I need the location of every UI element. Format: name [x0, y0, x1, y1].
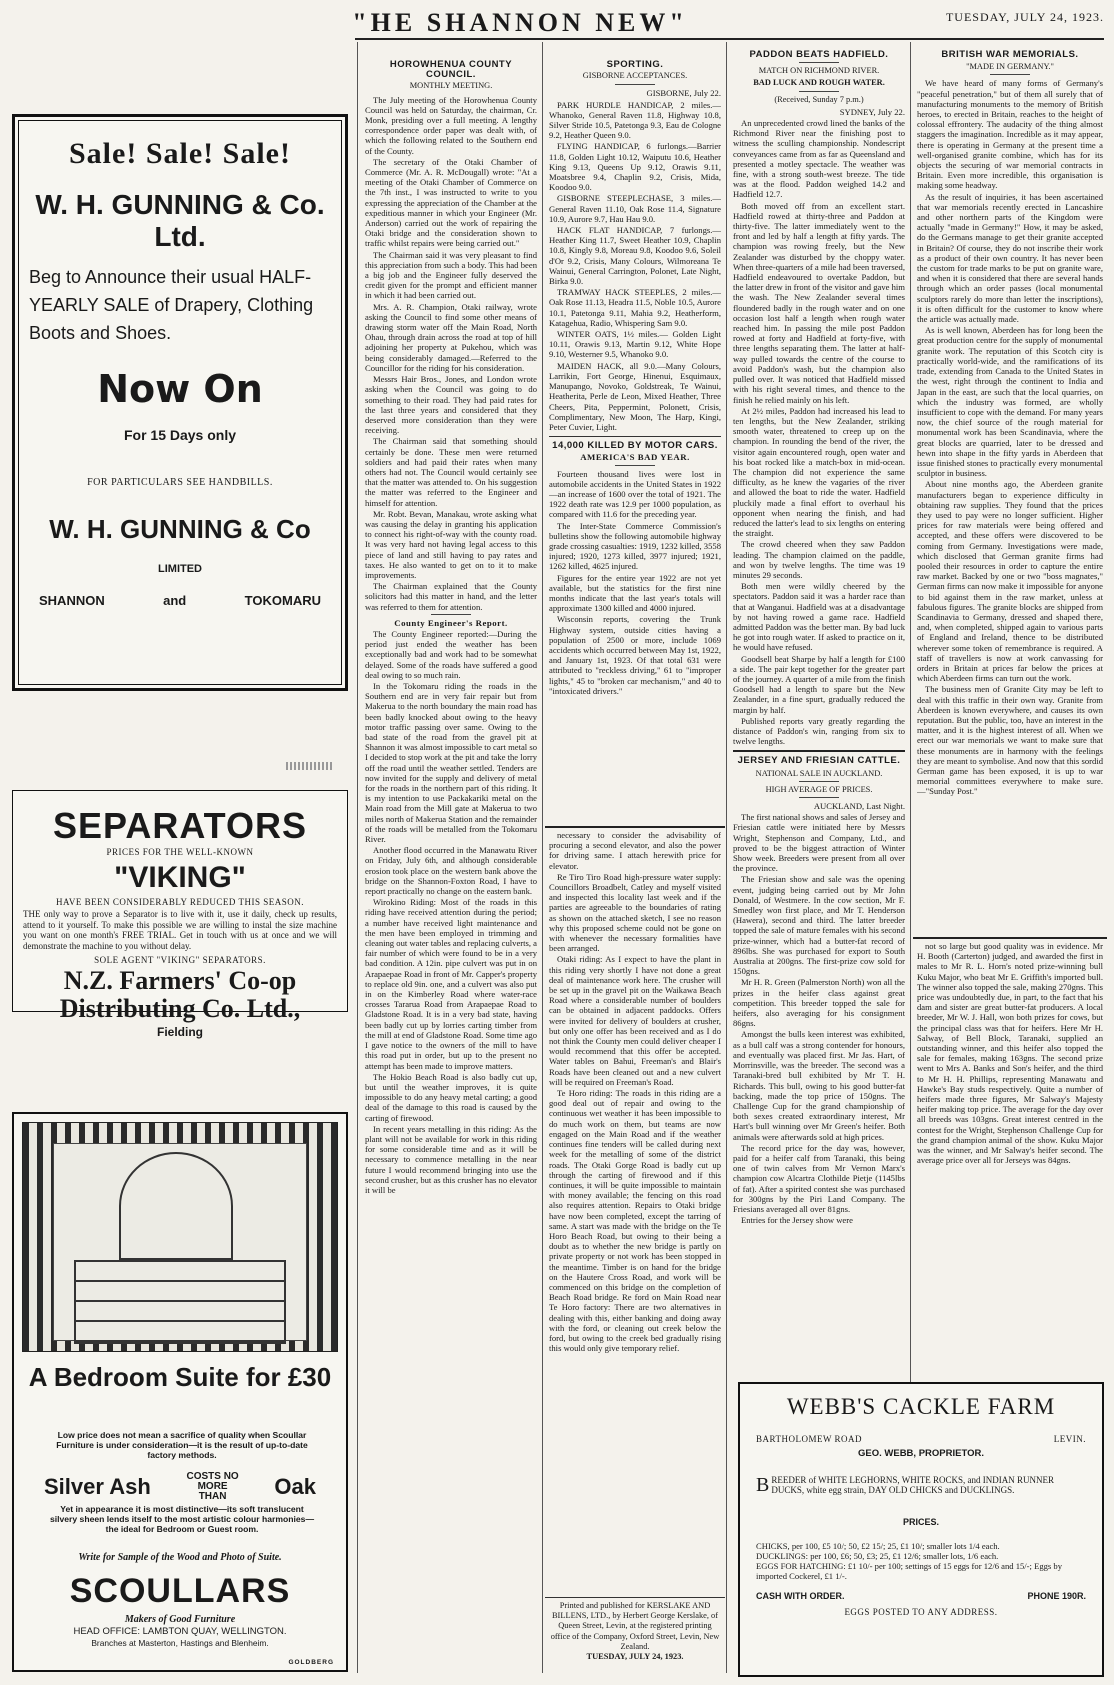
paddon-dateline: SYDNEY, July 22.	[839, 106, 905, 117]
separators-location: Fielding	[157, 1025, 203, 1039]
artist-signature: GOLDBERG	[288, 1659, 334, 1666]
paragraph: Te Horo riding: The roads in this riding are a good deal out of repair and owing to the continuous wet weather it has been impossible to do much work on them, but teams are now engaged on the Main Road and if the weather continues fine tenders will be called during next week for the metalling of some of the district roads. The Otaki Gorge Road is badly cut up through the carting of firewood and if this continues, it will be quite impossible to maintain with money available; the fencing on this road also requires attention. Repairs to Otaki bridge have now been completed, except the tarring of same. A start was made with the bridge on the Te Horo Beach Road, but owing to their being a doubt as to whether the new bridge is partly on private property or not work has been stopped in the meantime. Timber is on hand for the bridge on the Hautere Cross Road, and work will be commenced on this bridge on the completion of Beach Road bridge. Re ford on Main Road near Te Horo factory: There are two alternatives in dealing with this, either banking and doing away with the ford, or cleaning out creek below the ford, but owing to the creek bed gradually rising this would only give temporary relief.	[549, 1088, 721, 1354]
town-shannon: SHANNON	[39, 593, 105, 608]
paddon-article	[733, 48, 905, 1373]
section-dash	[615, 84, 655, 85]
paragraph: The Inter-State Commerce Commission's bulletins show the following automobile highway grade crossing casualties: 1919, 1232 killed, 3558 injured; 1920, 1273 killed, 3977 injured; 1921, 1262 killed, 4625 injured.	[549, 520, 721, 572]
drop-cap: B	[756, 1474, 770, 1496]
race: TRAMWAY HACK STEEPLES, 2 miles.—Oak Rose 11.13, Headra 11.5, Noble 10.5, Aurore 10.1, Patetonga 9.11, Mahia 9.2, Heatherform, Katagehua, Radio, Whispering Sam 9.0.	[549, 287, 721, 328]
paddon-sub2: BAD LUCK AND ROUGH WATER.	[753, 78, 885, 88]
paragraph: The secretary of the Otaki Chamber of Commerce (Mr. A. R. McDougall) wrote: "At a meeting of the Otaki Chamber of Commerce on the 7th inst., I was instructed to write to you expressing the appreciation of the Chamber at the expeditious manner in which your Engineer (Mr. Anderson) carried out the work of repairing the Otaki bridge and the consideration shown to traffic whilst repairs were being carried out."	[365, 156, 537, 249]
webb-phone: PHONE 190R.	[1027, 1591, 1086, 1601]
costs-no-more: COSTS NO MORE THAN	[186, 1471, 239, 1502]
horowhenua-article	[365, 58, 537, 1673]
sporting-subheading: GISBORNE ACCEPTANCES.	[582, 71, 688, 81]
paragraph: Mr. Robt. Bevan, Manakau, wrote asking what was causing the delay in granting his application to connect his right-of-way with the county road. It was very hard not having legal access to this piece of land and still having to pay rates and taxes. He also wanted to get on to it to make improvements.	[365, 508, 537, 580]
separators-ad	[12, 790, 348, 1039]
section-rule	[545, 1597, 725, 1598]
webb-road: BARTHOLOMEW ROAD	[756, 1434, 863, 1444]
masthead-rule	[355, 38, 1104, 40]
paragraph: As is well known, Aberdeen has for long been the great production centre for the supply of monumental granite work. The reputation of this Scotch city is practically world-wide, and the ramifications of its trade, extending from Canada to the United States in the west, right through the continent to India and Japan in the east, are such that the local quarries, on which the industry was formed, are wholly insufficient to cope with the demand. For many years now, the chief source of the rough material for monumental work has been Scandinavia, where the great blocks are quarried, later to be dressed and hewn into shape in the fifty yards in Aberdeen that issue finished stones to practically every monumental sculptor in business.	[917, 325, 1103, 479]
paragraph: An unprecedented crowd lined the banks of the Richmond River near the finishing post to witness the sculling championship. Nondescript conveyances came from as far as Queensland and presented a motley spectacle. The weather was fine, with a strong south-west breeze. The tide was at the flood. Paddon weighed 14.2 and Hadfield 12.7.	[733, 118, 905, 200]
paragraph: At 2½ miles, Paddon had increased his lead to ten lengths, but the New Zealander, striking smooth water, threatened to creep up on the champion. In rounding the bend of the river, the visitor again encountered rough, open water and his boat rocked like a match-box in mid-ocean. The champion did not experience the same difficulty, as he knew the vagaries of the river and allowed the boat to ride the water. Hadfield pluckily made a final effort to overhaul his opponent when nearing the finish, and had reduced the latter's lead to six lengths on entering the straight.	[733, 405, 905, 539]
viking-brand: "VIKING"	[114, 861, 246, 894]
column-rule	[726, 42, 727, 1673]
paragraph: Mrs. A. R. Champion, Otaki railway, wrote asking the Council to find some other means of drawing storm water off the Main Road, North Ohau, through drain across the road at top of hill adjoining her property at Pukehou, which was being considerably damaged.—Referred to the Councillor for the riding for his consideration.	[365, 301, 537, 373]
silver-ash: Silver Ash	[44, 1474, 151, 1499]
webb-price-list	[740, 1541, 1102, 1581]
jersey-sub2: HIGH AVERAGE OF PRICES.	[765, 784, 873, 794]
war-memorials-article	[917, 48, 1103, 933]
war-subheading: "MADE IN GERMANY."	[966, 62, 1054, 72]
paragraph: The record price for the day was, however, paid for a heifer calf from Taranaki, this being one of twin calves from Mr Vernon Marx's champion cow Alcartra Clothilde Pietje (1145lbs of fat). After a spirited contest she was purchased for 300gns by the Piri Land Company. The Friesians averaged all over 81gns.	[733, 1142, 905, 1214]
paragraph: Wisconsin reports, covering the Trunk Highway system, outside cities having a population of 2500 or more, include 1069 accidents which occurred between May 1st, 1922, and January 1st, 1923. Of that total 631 were attributed to "reckless driving," 61 to "improper lights," 45 to "broken car mechanism," and 40 to "intoxicated drivers."	[549, 614, 721, 696]
sale-title: Sale! Sale! Sale!	[69, 137, 291, 170]
imprint-date: TUESDAY, JULY 24, 1923.	[586, 1652, 684, 1662]
section-rule	[913, 937, 1107, 939]
paragraph: The Hokio Beach Road is also badly cut up, but until the weather improves, it is quite impossible to do any heavy metal carting; a good deal of the damage to this road is caused by the carting of firewood.	[365, 1071, 537, 1123]
mirror-drawing	[119, 1152, 233, 1260]
section-dash	[799, 91, 839, 92]
paragraph: Amongst the bulls keen interest was exhibited, as a bull calf was a strong contender for honours, and eventually was placed first. Mr Jas. Hart, of Morrinsville, was the breeder. The second was a Taranaki-bred bull exhibited by Mr T. H. Richards. This bull, owing to his good butter-fat backing, made the top price of 150gns. The Challenge Cup for the grand championship of both sexes created extraordinary interest, Mr Hart's bull winning over Mr Green's heifer. Both animals were afterwards sold at high prices.	[733, 1029, 905, 1142]
race: FLYING HANDICAP, 6 furlongs.—Barrier 11.8, Golden Light 10.12, Waiputu 10.6, Heather King 9.13, Queens Up 9.12, Orawis 9.11, Moatsbree 9.4, Chaplin 9.2, Crisis, Mida, Koodoo 9.0.	[549, 141, 721, 193]
motor-heading: 14,000 KILLED BY MOTOR CARS.	[552, 440, 718, 452]
paragraph: About nine months ago, the Aberdeen granite manufacturers began to experience difficulty in obtaining raw supplies. They found that the prices they used to pay were no longer sufficient. Higher prices for raw materials were being offered and accepted, and these offers were discovered to be coming from Germany. Investigations were made, which disclosed that German granite firms had pooled their resources in order to capture the entire raw market. Backed by one or two "boss magnates," German firms can now make it impossible for anyone to bid against them in the raw market, unless at fabulous figures. The granite blocks are shipped from Scandinavia to Germany, dressed and shaped there, and, when completed, shipped again to various parts of England and Ireland, thence to be distributed wherever some token of remembrance is required. A staff of travellers is now at work canvassing for orders in Britain at prices far below the prices at which Aberdeen firms can turn out the work.	[917, 479, 1103, 684]
race: MAIDEN HACK, all 9.0.—Many Colours, Larrikin, Fort George, Hinenui, Esquimaux, Manupango, Novoko, Goldstreak, Te Wainui, Heatherita, Perle de Leon, Mixed Heather, Three Cheers, Pita, Peppermint, Polonett, Crisis, Complimentary, New Moon, The Harp, Kingi, Peter Cuvier, Light.	[549, 360, 721, 432]
section-rule	[549, 436, 721, 437]
separators-body: THE only way to prove a Separator is to live with it, use it daily, check up results, attend to it yourself. To make this possible we are willing to instal the size machine you want on one month's FREE TRIAL. Get in touch with us at once and we will demonstrate the machine to you without delay.	[23, 909, 337, 951]
scoullars-makers: Makers of Good Furniture	[124, 1614, 236, 1625]
webb-prices-heading: PRICES.	[902, 1517, 939, 1527]
sale-particulars: FOR PARTICULARS SEE HANDBILLS.	[87, 477, 273, 488]
horowhenua-subheading: MONTHLY MEETING.	[409, 81, 493, 91]
section-dash	[799, 62, 839, 63]
section-dash	[799, 797, 839, 798]
paragraph: Otaki riding: As I expect to have the plant in this riding very shortly I have not done a great deal of maintenance work here. The crusher will be set up in the gravel pit on the Waikawa Beach Road where a considerable number of boulders can be obtained in adjacent paddocks. Offers were invited for delivery of boulders at crusher, but only one offer has been received and as I do not think the County men could deliver cheaper I would recommend that this offer be accepted. Water tables on Bahui, Freeman's and Blair's Roads have been cleaned out and a new culvert will be required on Freeman's Road.	[549, 954, 721, 1087]
jersey-continued	[917, 941, 1103, 1376]
scoullars-name: SCOULLARS	[69, 1572, 291, 1610]
paragraph: In the Tokomaru riding the roads in the Southern end are in very fair repair but from Makerua to the north boundary the main road has been badly knocked about owing to the heavy motor traffic passing over same. Owing to the bad state of the road from the gravel pit at Shannon it was almost impossible to cart metal so I decided to stop work at the pit and take the lorry off the road until the weather settled. Tenders are now invited for the supply and delivery of metal for the roads in the northern part of this riding. It is my intention to use Packakariki metal on the Main road from the Mill gate at Makerua to two miles north of Makerua Station and the remainder of the roads will be metalled from the Tokomaru River.	[365, 680, 537, 845]
section-dash	[615, 465, 655, 466]
webb-proprietor: GEO. WEBB, PROPRIETOR.	[858, 1448, 984, 1459]
webb-breeder-text: REEDER of WHITE LEGHORNS, WHITE ROCKS, and INDIAN RUNNER DUCKS, white egg strain, DAY OLD CHICKS and DUCKLINGS.	[771, 1475, 1054, 1495]
price-line: EGGS FOR HATCHING: £1 10/- per 100; settings of 15 eggs for 12/6 and 15/-; Eggs by imported Cockerel, £1 1/-.	[756, 1561, 1063, 1581]
sale-towns	[15, 593, 345, 608]
silver-ash-line	[44, 1472, 316, 1502]
paragraph: The crowd cheered when they saw Paddon leading. The champion claimed on the paddle, and won by twelve lengths. The time was 19 minutes 29 seconds.	[733, 539, 905, 580]
print-smudge	[286, 762, 332, 770]
imprint-text: Printed and published for KERSLAKE AND BILLENS, LTD., by Herbert George Kerslake, of Queen Street, Levin, at the registered printing office of the Company, Oxford Street, Levin, New Zealand.	[550, 1601, 720, 1651]
bedroom-title: A Bedroom Suite for £30	[28, 1362, 332, 1392]
drawers-drawing	[74, 1260, 286, 1344]
webb-title: WEBB'S CACKLE FARM	[786, 1394, 1056, 1419]
paragraph: Published reports vary greatly regarding the distance of Paddon's win, ranging from six to twelve lengths.	[733, 715, 905, 747]
sale-limited: LIMITED	[158, 563, 202, 575]
separators-title: SEPARATORS	[52, 805, 308, 846]
town-tokomaru: TOKOMARU	[244, 593, 321, 608]
column-rule	[357, 42, 358, 1673]
race: HACK FLAT HANDICAP, 7 furlongs.— Heather King 11.7, Sweet Heather 10.9, Chaplin 10.8, Kingly 9.8, Moreau 9.8, Koodoo 9.6, Soleil d'Or 9.2, Crisis, Many Colours, Wilmoreana Te Wainui, General Carrington, Polonet, Late Night, Birka 9.0.	[549, 225, 721, 287]
bedroom-suite-illustration	[22, 1122, 338, 1352]
nz-farmers-company: N.Z. Farmers' Co-op Distributing Co. Ltd.,	[59, 966, 301, 1023]
gunning-sale-ad	[12, 114, 348, 691]
engineer-continued	[549, 830, 721, 1530]
newspaper-title: "HE SHANNON NEW"	[352, 8, 688, 37]
webb-footer	[740, 1591, 1102, 1601]
jersey-dateline: AUCKLAND, Last Night.	[813, 801, 905, 812]
paragraph: Re Tiro Tiro Road high-pressure water supply: Councillors Broadbelt, Catley and myself visited and inspected this locality last week and if the parties are agreeable to the boundaries of rating as shown on the attached sketch, I see no reason why this proposed scheme could not be gone on with whenever the necessary formalities have been arranged.	[549, 871, 721, 954]
paragraph: Wirokino Riding: Most of the roads in this riding have received attention during the period; a number have received light maintenance and the men have been employed in trimming and cleaning out water tables and replacing culverts, a fair number of which were found to be in a very bad condition. A 12in. pipe culvert was put in on Arapaepae Road in front of Mr. Capper's property to replace old 9in. one, and a culvert was also put in on the Kimberley Road where water-race crosses Tararua Road from Arapaepae Road to Gladstone Road. It is in a very bad state, having been badly cut up by lorries carting timber from the mill at end of Gladstone Road. Some time ago I gave notice to the owners of the mill to have this road put in order, but up to the present no attempt has been made to improve matters.	[365, 897, 537, 1071]
paragraph: The first national shows and sales of Jersey and Friesian cattle were initiated here by Messrs Wright, Stephenson and Company, Ltd., and proved to be the biggest attraction of Winter Show week. Breeders were present from all over the province.	[733, 812, 905, 874]
paragraph: The Chairman said it was very pleasant to find this appreciation from such a body. This had been a big job and the Engineer fully deserved the credit given for the prompt and efficient manner in which it had been carried out.	[365, 249, 537, 301]
sale-company: W. H. GUNNING & Co. Ltd.	[35, 189, 325, 252]
paragraph: Figures for the entire year 1922 are not yet available, but the statistics for the first nine months indicate that the last year's totals will approximate 1300 killed and 4000 injured.	[549, 572, 721, 614]
sale-announcement: Beg to Announce their usual HALF-YEARLY SALE of Drapery, Clothing Boots and Shoes.	[29, 267, 314, 343]
webb-cash: CASH WITH ORDER.	[756, 1591, 845, 1601]
section-dash	[431, 614, 471, 615]
paragraph: Fourteen thousand lives were lost in automobile accidents in the United States in 1922—an increase of 1600 over the total of 1921. The 1922 death rate was 12.9 per 1000 population, as compared with 11.6 for the preceding year.	[549, 468, 721, 520]
sporting-article	[549, 58, 721, 823]
engineer-heading: County Engineer's Report.	[394, 617, 508, 628]
sporting-heading: SPORTING.	[606, 59, 664, 70]
masthead	[0, 0, 1114, 42]
paragraph: Another flood occurred in the Manawatu River on Friday, July 6th, and although considerable erosion took place on the western bank above the bridge on the Shannon-Foxton Road, I have to report practically no change on the eastern bank.	[365, 845, 537, 897]
paragraph: The business men of Granite City may be left to deal with this traffic in their own way. Granite from Aberdeen is known everywhere, and causes its own reputation. But the public, too, have an interest in the matter, and it is the highest interest of all. When we erect our war memorials we want to make sure that these monuments are in harmony with the feelings they are meant to symbolise. And now that this sordid German game has been exposed, it is up to war memorial committees everywhere to make sure.—"Sunday Post."	[917, 684, 1103, 797]
race: WINTER OATS, 1½ miles.— Golden Light 10.11, Orawis 9.13, Martin 9.12, White Hope 9.10, Westerner 9.5, Whanoko 9.0.	[549, 329, 721, 360]
paddon-received: (Received, Sunday 7 p.m.)	[774, 94, 864, 104]
price-line: DUCKLINGS: per 100, £6; 50, £3; 25, £1 12/6; smaller lots, 1/6 each.	[756, 1551, 999, 1561]
motor-subheading: AMERICA'S BAD YEAR.	[580, 452, 690, 463]
paragraph: The Chairman said that something should certainly be done. These men were returned soldiers and had paid their rates when many others had not. The Council would certainly see that the matter was attended to. On his suggestion the matter was referred to the Engineer and himself for attention.	[365, 436, 537, 508]
now-on: Now On	[97, 367, 263, 411]
webb-breeder	[740, 1475, 1102, 1495]
paragraph: Both moved off from an excellent start. Hadfield rowed at thirty-three and Paddon at thirty-five. The latter immediately went to the front and led by half a length at fifty yards. The champion was rowing freely, but the New Zealander was disturbed by the choppy water. When three-quarters of a mile had been traversed, Hadfield endeavoured to overtake Paddon, but the latter drew in front of the visitor and gave him the wash. The New Zealander several times floundered badly in the rough water and on one occasion lost half a length when rough water reached him. In passing the mile post Paddon rowed at forty and Hadfield at forty-five, with three lengths separating them. The latter at half-way pulled towards the centre of the course to avoid Paddon's wash, but the champion also pulled over. It was noticed that Hadfield missed with his right several times, and thence to the finish he relied mainly on his left.	[733, 200, 905, 405]
webbs-cackle-farm-ad	[738, 1382, 1104, 1677]
separators-prices: PRICES FOR THE WELL-KNOWN	[106, 847, 254, 857]
webb-town: LEVIN.	[1053, 1434, 1086, 1444]
horowhenua-body	[365, 95, 537, 612]
paragraph: We have heard of many forms of Germany's "peaceful penetration," but of them all surely that of manufacturing monuments to the memory of British heroes, to erected in Britain, reaches to the height of colossal effrontery. The audacity of the thing almost staggers the imagination. Incredible as it may appear, there is operating in Germany at the present time a well-organised granite combine, which has for its objects the securing of war memorial contracts in Britain. Even more incredible, this organisation is making some headway.	[917, 78, 1103, 191]
paragraph: necessary to consider the advisability of procuring a second elevator, and also the power for driving same. I attach herewith price for elevator.	[549, 830, 721, 871]
issue-date: TUESDAY, JULY 24, 1923.	[945, 10, 1104, 24]
paragraph: The Friesian show and sale was the opening event, judging being carried out by Mr John Donald, of Westmere. In the cow section, Mr F. Smedley won first place, and Mr T. Henderson (Hawera), second and third. The latter breeder topped the sale of mature females with his second prize-winner, which had a butter-fat record of 896lbs. She was purchased for export to South Australia at 200gns. The first-prize cow sold for 150gns.	[733, 874, 905, 977]
race: GISBORNE STEEPLECHASE, 3 miles.—General Raven 11.10, Oak Rose 11.4, Signature 10.9, Aurore 9.7, Hau Hau 9.0.	[549, 193, 721, 224]
webb-address	[740, 1434, 1102, 1444]
section-dash	[799, 781, 839, 782]
sporting-dateline: GISBORNE, July 22.	[646, 88, 721, 99]
bedroom-write: Write for Sample of the Wood and Photo of Suite.	[78, 1552, 282, 1563]
bedroom-body: Yet in appearance it is most distinctive—its soft translucent silvery sheen lends itself to the most artistic colour harmonies—the ideal for Bedroom or Guest room.	[49, 1504, 315, 1534]
column-rule	[542, 42, 543, 1673]
engineer-body	[365, 629, 537, 1195]
scoullars-bedroom-ad	[12, 1112, 348, 1672]
jersey-heading: JERSEY AND FRIESIAN CATTLE.	[737, 755, 901, 767]
webb-eggs: EGGS POSTED TO ANY ADDRESS.	[844, 1607, 998, 1617]
imprint	[549, 1601, 721, 1679]
scoullars-branches: Branches at Masterton, Hastings and Blenheim.	[91, 1638, 269, 1648]
paragraph: Goodsell beat Sharpe by half a length for £100 a side. The pair kept together for the greater part of the journey. A quarter of a mile from the finish Goodsell had a length to spare but the New Zealander, in a fine spurt, gradually reduced the margin by half.	[733, 653, 905, 715]
paddon-sub1: MATCH ON RICHMOND RIVER.	[758, 66, 880, 76]
horowhenua-heading: HOROWHENUA COUNTY COUNCIL.	[389, 59, 513, 81]
paragraph: The Chairman explained that the County solicitors had this matter in hand, and the letter was referred to them for attention.	[365, 581, 537, 612]
paragraph: In recent years metalling in this riding: As the plant will not be available for work in this riding for some considerable time and as it will be necessary to commence metalling in the near future I would recommend bringing into use the second crusher, but as this crusher has no elevator it will be	[365, 1123, 537, 1195]
oak: Oak	[274, 1474, 316, 1499]
paragraph: Mr H. R. Green (Palmerston North) won all the prizes in the heifer class against great competition. This breeder topped the sale for heifers, also averaging for his consignment 86gns.	[733, 977, 905, 1029]
town-and: and	[163, 593, 187, 608]
separators-reduced: HAVE BEEN CONSIDERABLY REDUCED THIS SEASON.	[56, 897, 304, 907]
section-dash	[990, 74, 1030, 75]
war-heading: BRITISH WAR MEMORIALS.	[941, 49, 1079, 60]
section-rule	[545, 826, 725, 828]
paragraph: Both men were wildly cheered by the spectators. Paddon said it was a harder race than that at Wanganui. Hadfield was at a disadvantage by not having rowed a game race. Hadfield admitted Paddon was the better man. By bad luck he got into rough water. If asked to practice on it, he would have refused.	[733, 581, 905, 653]
sale-company-footer: W. H. GUNNING & Co	[49, 514, 311, 544]
paragraph: Messrs Hair Bros., Jones, and London wrote asking when the Council was going to do something to their road. They had paid rates for the last three years and considered that they deserved more consideration than they were receiving.	[365, 374, 537, 436]
bedroom-text: Low price does not mean a sacrifice of quality when Scoullar Furniture is under consideration—it is the result of up-to-date factory methods.	[56, 1430, 308, 1460]
price-line: CHICKS, per 100, £5 10/; 50, £2 15/; 25, £1 10/; smaller lots 1/4 each.	[756, 1541, 1000, 1551]
race: PARK HURDLE HANDICAP, 2 miles.—Whanoko, General Raven 11.8, Highway 10.8, Silver Stride 10.5, Patetonga 9.3, Eau de Cologne 9.2, Heather Queen 9.0.	[549, 99, 721, 141]
dressing-table-drawing	[53, 1143, 307, 1341]
paragraph: As the result of inquiries, it has been ascertained that war memorials recently erected in Lancashire and other northern parts of the Kingdom were actually "made in Germany!" How, it may be asked, do the Germans manage to get their granite accepted in Britain? Of course, they do not inscribe their work as a product of their own country. It has never been the custom for trade marks to be put on granite ware, and when it is considered that there are several hands through which an order passes (local monumental sculptors rarely do more than letter the inscriptions), it is often difficult for the customer to know where the article was actually made.	[917, 191, 1103, 325]
paddon-heading: PADDON BEATS HADFIELD.	[749, 49, 889, 60]
paragraph: Entries for the Jersey show were	[741, 1215, 853, 1226]
section-rule	[733, 750, 905, 752]
sale-duration: For 15 Days only	[123, 427, 237, 443]
jersey-sub1: NATIONAL SALE IN AUCKLAND.	[755, 768, 883, 778]
paragraph: The July meeting of the Horowhenua County Council was held on Saturday, the chairman, Cr. Monk, presiding over a full meeting. A lengthy correspondence order paper was dealt with, of which the following related to the Southern end of the County.	[365, 94, 537, 156]
paragraph: not so large but good quality was in evidence. Mr H. Booth (Carterton) judged, and awarded the first in males to Mr R. L. Horn's noted prize-winning bull Kuku Major, who beat Mr E. Griffith's imported bull. The winner also topped the sale, making 270gns. This price was undoubtedly due, in part, to the fact that his dam and sister are great butter-fat producers. A local breeder, Mr W. J. Hall, won both prizes for cows, but the principal class was that for heifers. Here Mr H. Salway, of Bell Block, Taranaki, supplied an outstanding winner, and this heifer also topped the sale for females, making 163gns. The second prize went to Mrs A. Banks and Son's heifer, and the third to Mr H. H. Phillips, representing Manawatu and Hawke's Bay studs respectively. Quite a number of heifers made three figures, Mr Salway's Majesty heifer making top price. The average for the day over all breeds was 103gns. Great interest centred in the contest for the Wright, Stephenson Challenge Cup for the grand champion animal of the show. Kuku Major was the winner, and Mr Salway's heifer second. The average price over all for Jerseys was 84gns.	[917, 941, 1103, 1166]
separators-agent: SOLE AGENT "VIKING" SEPARATORS.	[94, 955, 266, 965]
paragraph: The County Engineer reported:—During the period just ended the weather has been exceptionally bad and work had to be somewhat delayed. Some of the roads have suffered a good deal owing to so much rain.	[365, 628, 537, 680]
scoullars-office: HEAD OFFICE: LAMBTON QUAY, WELLINGTON.	[73, 1626, 287, 1637]
